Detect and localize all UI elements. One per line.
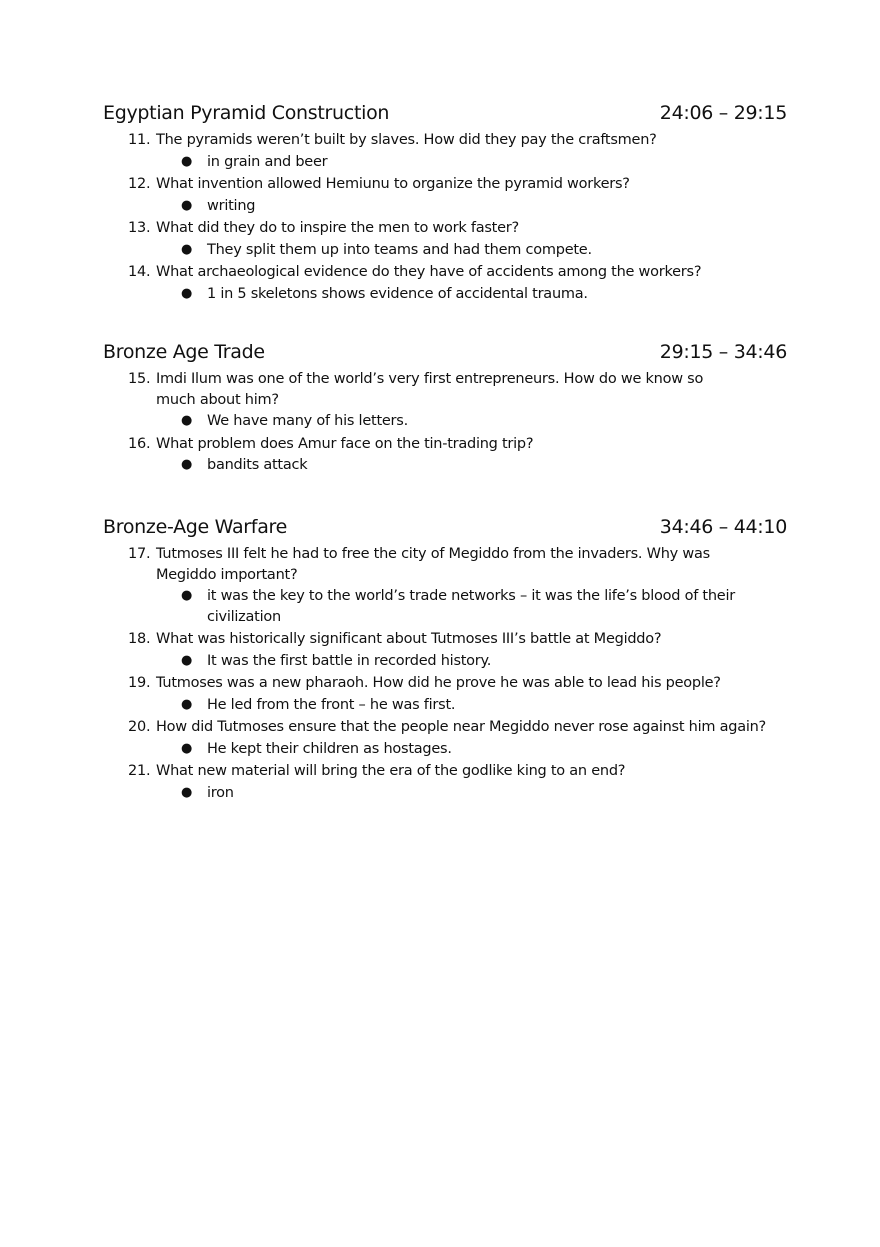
question-number: 19.	[128, 675, 151, 691]
answer-list	[156, 240, 787, 261]
bullet-icon: ●	[181, 285, 193, 301]
answer-item	[156, 695, 787, 716]
section-title: Bronze Age Trade	[103, 341, 265, 363]
question-list	[103, 369, 787, 476]
question-text: What archaeological evidence do they have of accidents among the workers?	[156, 264, 702, 280]
answer-item	[156, 284, 787, 305]
bullet-icon: ●	[181, 153, 193, 169]
answer-text: We have many of his letters.	[207, 413, 408, 429]
question-text: How did Tutmoses ensure that the people near Megiddo never rose against him again?	[156, 719, 766, 735]
question-list	[103, 130, 787, 304]
answer-item	[156, 783, 787, 804]
section-header	[103, 341, 787, 369]
answer-text: He kept their children as hostages.	[207, 740, 452, 757]
section-bronze-age-warfare	[103, 516, 787, 805]
question-text: The pyramids weren’t built by slaves. How did they pay the craftsmen?	[156, 132, 657, 148]
bullet-icon: ●	[181, 413, 193, 428]
question-item	[103, 369, 787, 432]
answer-item	[156, 152, 787, 173]
answer-item	[156, 586, 787, 627]
question-item	[103, 130, 787, 172]
section-title: Egyptian Pyramid Construction	[103, 102, 390, 124]
question-text: Tutmoses III felt he had to free the city of Megiddo from the invaders. Why was Megiddo important?	[156, 546, 710, 583]
question-number: 15.	[128, 371, 151, 387]
answer-list	[156, 152, 787, 173]
answer-text: iron	[207, 784, 234, 801]
question-number: 17.	[128, 546, 151, 562]
question-item	[103, 174, 787, 216]
bullet-icon: ●	[181, 652, 193, 668]
question-text: What did they do to inspire the men to work faster?	[156, 220, 519, 236]
question-number: 13.	[128, 220, 151, 236]
section-header	[103, 102, 787, 130]
section-timestamp: 29:15 – 34:46	[659, 341, 787, 363]
question-text: What problem does Amur face on the tin-trading trip?	[156, 435, 534, 452]
bullet-icon: ●	[181, 740, 193, 756]
answer-item	[156, 739, 787, 760]
answer-text: 1 in 5 skeletons shows evidence of accidental trauma.	[207, 285, 588, 302]
answer-list	[156, 586, 787, 627]
answer-text: They split them up into teams and had them compete.	[207, 241, 592, 258]
section-timestamp: 34:46 – 44:10	[659, 516, 787, 538]
question-text: Imdi Ilum was one of the world’s very first entrepreneurs. How do we know so much about him?	[156, 371, 704, 408]
bullet-icon: ●	[181, 696, 193, 712]
question-number: 20.	[128, 719, 151, 735]
question-item	[103, 673, 787, 715]
question-item	[103, 434, 787, 476]
question-item	[103, 629, 787, 671]
answer-list	[156, 651, 787, 672]
question-text: What was historically significant about Tutmoses III’s battle at Megiddo?	[156, 631, 662, 647]
question-item	[103, 262, 787, 304]
question-item	[103, 544, 787, 627]
answer-item	[156, 651, 787, 672]
answer-text: it was the key to the world’s trade networks – it was the life’s blood of their civilization	[207, 588, 735, 625]
answer-list	[156, 783, 787, 804]
question-number: 16.	[128, 435, 151, 452]
bullet-icon: ●	[181, 197, 193, 213]
section-header	[103, 516, 787, 544]
answer-text: It was the first battle in recorded history.	[207, 652, 492, 669]
answer-list	[156, 284, 787, 305]
question-number: 21.	[128, 763, 151, 779]
question-item	[103, 761, 787, 803]
bullet-icon: ●	[181, 588, 193, 603]
question-item	[103, 717, 787, 759]
question-item	[103, 218, 787, 260]
section-timestamp: 24:06 – 29:15	[659, 102, 787, 124]
answer-item	[156, 411, 787, 432]
question-list	[103, 544, 787, 803]
answer-list	[156, 739, 787, 760]
question-number: 14.	[128, 264, 151, 280]
bullet-icon: ●	[181, 457, 193, 472]
answer-item	[156, 240, 787, 261]
answer-text: in grain and beer	[207, 153, 328, 170]
answer-text: He led from the front – he was first.	[207, 696, 456, 713]
question-text: Tutmoses was a new pharaoh. How did he prove he was able to lead his people?	[156, 675, 721, 691]
question-text: What new material will bring the era of the godlike king to an end?	[156, 763, 626, 779]
answer-text: writing	[207, 197, 256, 214]
section-pyramid-construction	[103, 102, 787, 306]
section-title: Bronze-Age Warfare	[103, 516, 288, 538]
answer-list	[156, 411, 787, 432]
question-number: 18.	[128, 631, 151, 647]
section-bronze-age-trade	[103, 341, 787, 478]
bullet-icon: ●	[181, 241, 193, 257]
answer-list	[156, 695, 787, 716]
question-number: 12.	[128, 176, 151, 192]
answer-item	[156, 455, 787, 476]
question-text: What invention allowed Hemiunu to organize the pyramid workers?	[156, 176, 630, 192]
answer-item	[156, 196, 787, 217]
bullet-icon: ●	[181, 784, 193, 800]
answer-list	[156, 196, 787, 217]
answer-list	[156, 455, 787, 476]
question-number: 11.	[128, 132, 151, 148]
answer-text: bandits attack	[207, 457, 308, 473]
